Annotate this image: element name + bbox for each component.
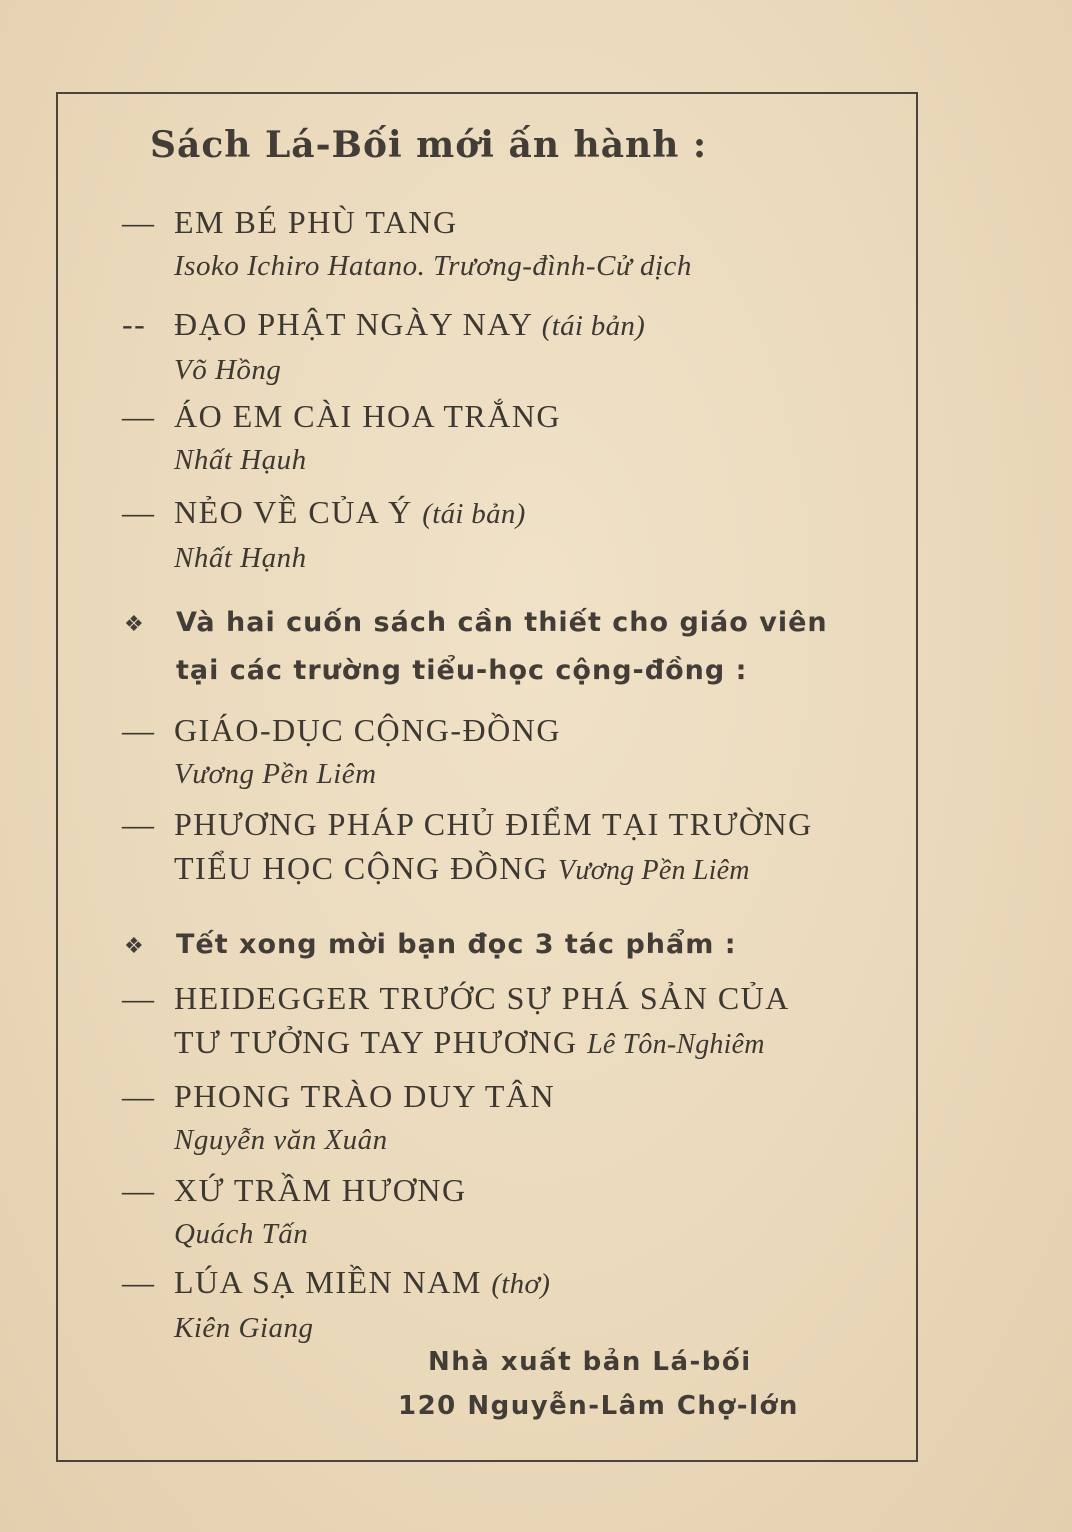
book-author: Nhất Hạuh (174, 444, 307, 476)
dash: — (122, 398, 156, 434)
book-title-cont: TIỂU HỌC CỘNG ĐỒNG (174, 850, 549, 886)
dash: — (122, 494, 156, 530)
book-author: Võ Hồng (174, 354, 282, 386)
book-title: LÚA SẠ MIỀN NAM (174, 1264, 482, 1300)
section-heading-teachers (124, 600, 828, 694)
book-author: Vương Pền Liêm (558, 855, 750, 886)
dash: — (122, 1264, 156, 1300)
section-line: tại các trường tiểu-học cộng-đồng : (176, 655, 748, 686)
book-entry (122, 1074, 555, 1162)
section-line: Tết xong mời bạn đọc 3 tác phẩm : (176, 929, 737, 960)
book-entry (122, 802, 813, 893)
book-entry (122, 302, 645, 392)
book-title: EM BÉ PHÙ TANG (174, 204, 458, 240)
book-author: Nhất Hạnh (174, 542, 307, 574)
diamond-bullet-icon: ❖ (124, 612, 145, 637)
book-note: (tái bản) (541, 310, 646, 342)
book-author: Kiên Giang (174, 1312, 314, 1344)
book-title: PHƯƠNG PHÁP CHỦ ĐIỂM TẠI TRƯỜNG (174, 806, 813, 842)
dash: — (122, 980, 156, 1016)
book-entry (122, 1260, 550, 1350)
book-entry (122, 200, 692, 288)
book-note: (thơ) (491, 1268, 551, 1300)
book-author: Nguyễn văn Xuân (174, 1124, 388, 1156)
dash: — (122, 712, 156, 748)
book-title: PHONG TRÀO DUY TÂN (174, 1078, 556, 1114)
book-note: (tái bản) (422, 498, 526, 530)
book-author: Vương Pền Liêm (174, 758, 377, 790)
dash: — (122, 1172, 156, 1208)
dash: — (122, 1078, 156, 1114)
section-line: Và hai cuốn sách cần thiết cho giáo viên (176, 607, 828, 638)
book-title: HEIDEGGER TRƯỚC SỰ PHÁ SẢN CỦA (174, 980, 790, 1016)
book-entry (122, 708, 561, 796)
book-author: Lê Tôn-Nghiêm (587, 1029, 765, 1060)
book-entry (122, 976, 790, 1067)
book-entry (122, 490, 526, 580)
publisher-name: Nhà xuất bản Lá-bối (428, 1347, 752, 1377)
dash: — (122, 204, 156, 240)
book-author: Isoko Ichiro Hatano. Trương-đình-Cử dịch (174, 250, 692, 282)
dash: -- (122, 306, 147, 342)
page-heading: Sách Lá-Bối mới ấn hành : (150, 124, 708, 166)
book-entry (122, 1168, 467, 1256)
book-title: GIÁO-DỤC CỘNG-ĐỒNG (174, 712, 561, 748)
book-title: XỨ TRẦM HƯƠNG (174, 1172, 467, 1208)
diamond-bullet-icon: ❖ (124, 934, 145, 959)
book-entry (122, 394, 561, 482)
publisher-address: 120 Nguyễn-Lâm Chợ-lớn (398, 1391, 799, 1421)
book-title: ĐẠO PHẬT NGÀY NAY (174, 306, 533, 342)
section-heading-tet (124, 922, 737, 970)
dash: — (122, 806, 156, 842)
book-title: ÁO EM CÀI HOA TRẮNG (174, 398, 562, 434)
book-title: NẺO VỀ CỦA Ý (174, 494, 413, 530)
book-title-cont: TƯ TƯỞNG TAY PHƯƠNG (174, 1024, 578, 1060)
book-author: Quách Tấn (174, 1218, 309, 1250)
publisher-block (398, 1340, 799, 1428)
